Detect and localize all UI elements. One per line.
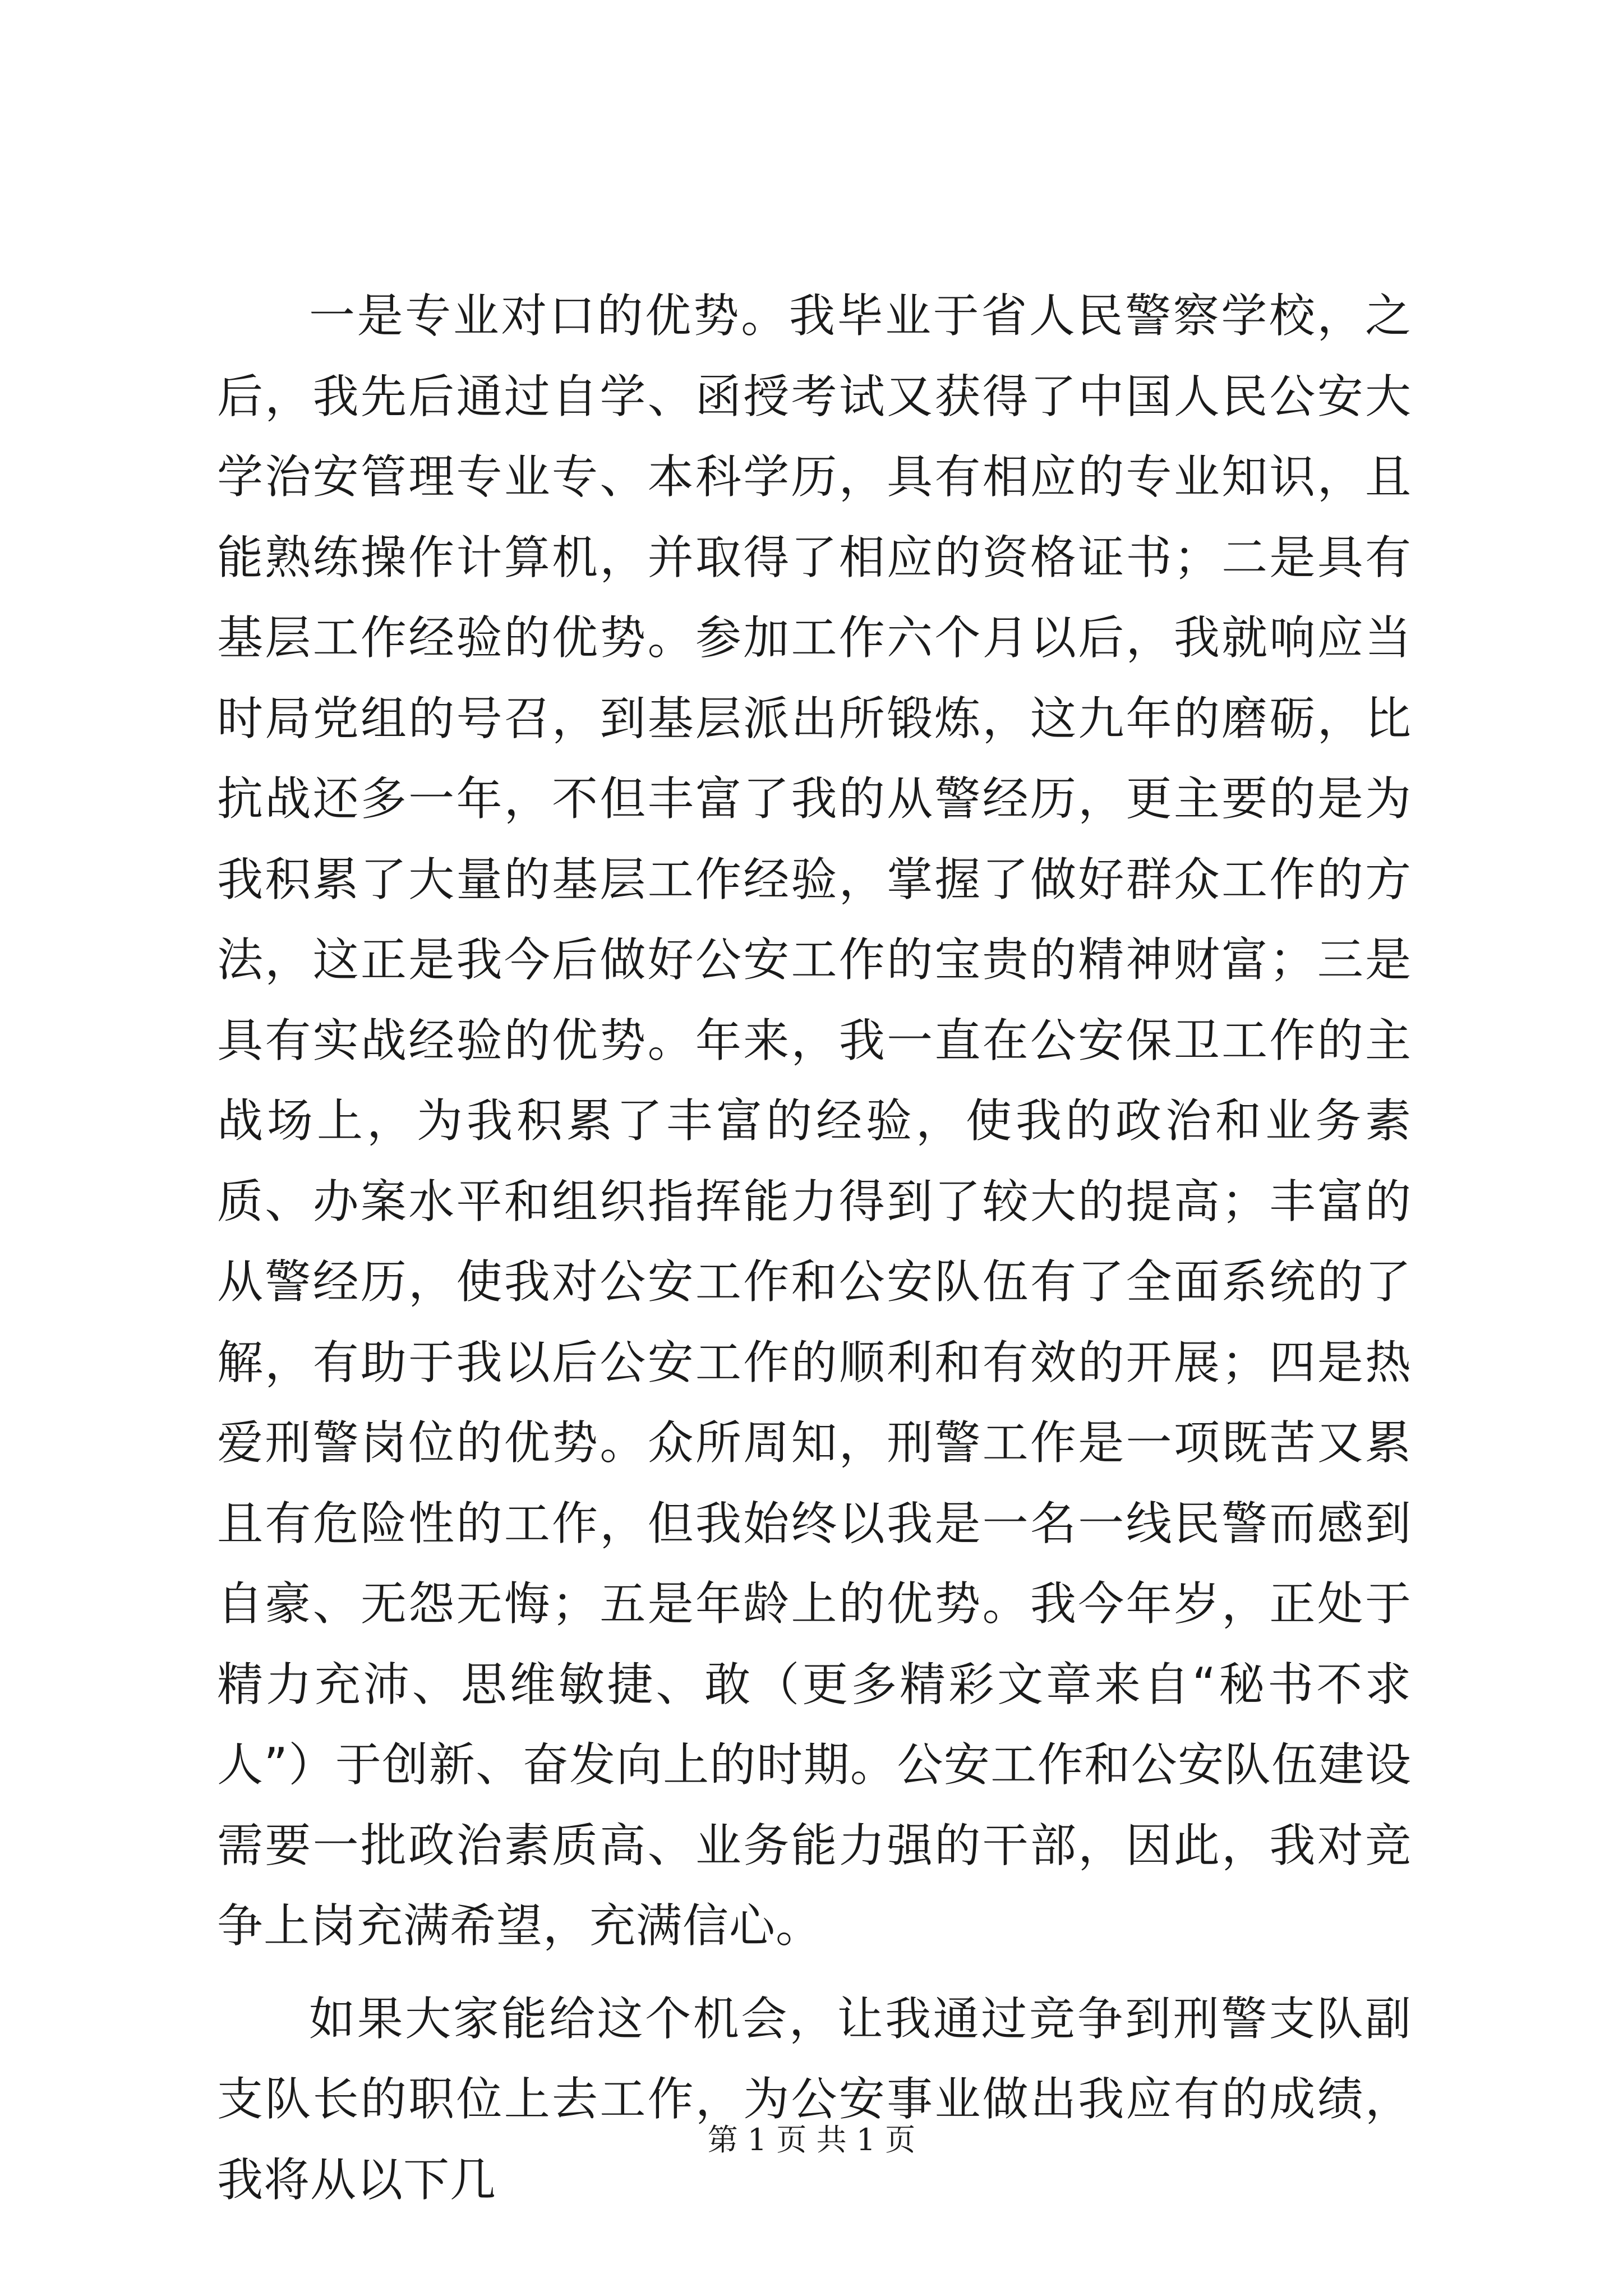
- page-footer: 第 1 页 共 1 页: [707, 2122, 916, 2157]
- paragraph-2: 如果大家能给这个机会，让我通过竞争到刑警支队副支队长的职位上去工作，为公安事业做出我应有的成绩，我将从以下几: [217, 1992, 1412, 2207]
- body-text: [217, 276, 1412, 2220]
- paragraph-1: 一是专业对口的优势。我毕业于省人民警察学校，之后，我先后通过自学、函授考试又获得了中国人民公安大学治安管理专业专、本科学历，具有相应的专业知识，且能熟练操作计算机，并取得了相应的资格证书；二是具有基层工作经验的优势。参加工作六个月以后，我就响应当时局党组的号召，到基层派出所锻炼，这九年的磨砺，比抗战还多一年，不但丰富了我的从警经历，更主要的是为我积累了大量的基层工作经验，掌握了做好群众工作的方法，这正是我今后做好公安工作的宝贵的精神财富；三是具有实战经验的优势。年来，我一直在公安保卫工作的主战场上，为我积累了丰富的经验，使我的政治和业务素质、办案水平和组织指挥能力得到了较大的提高；丰富的从警经历，使我对公安工作和公安队伍有了全面系统的了解，有助于我以后公安工作的顺利和有效的开展；四是热爱刑警岗位的优势。众所周知，刑警工作是一项既苦又累且有危险性的工作，但我始终以我是一名一线民警而感到自豪、无怨无悔；五是年龄上的优势。我今年岁，正处于精力充沛、思维敏捷、敢（更多精彩文章来自“秘书不求人”）于创新、奋发向上的时期。公安工作和公安队伍建设需要一批政治素质高、业务能力强的干部，因此，我对竞争上岗充满希望，充满信心。: [217, 289, 1412, 1953]
